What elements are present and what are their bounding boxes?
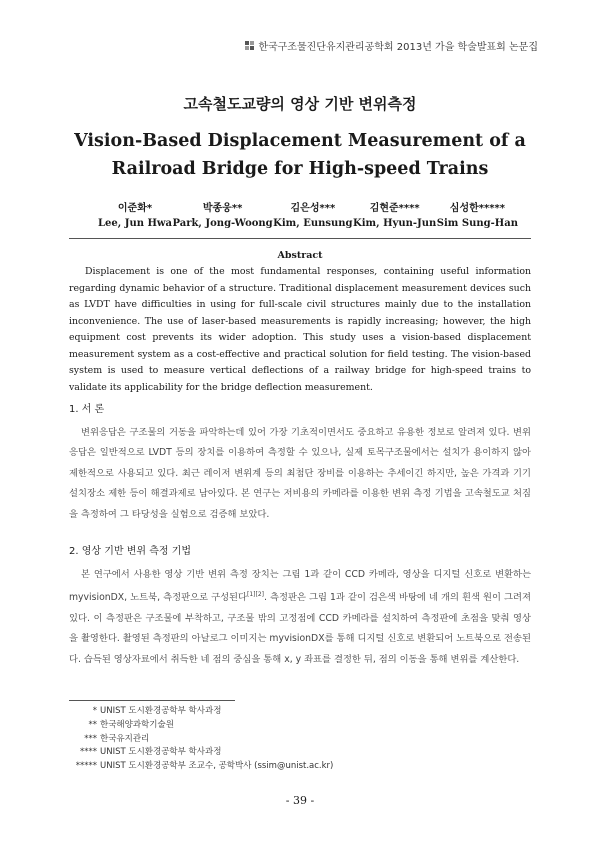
footnote — [69, 733, 531, 747]
footnote-divider — [69, 700, 235, 701]
author-name-english: Kim, Hyun-Jun — [353, 218, 437, 229]
author-name-english: Sim Sung-Han — [436, 218, 518, 229]
author-name-korean: 이준화* — [117, 203, 153, 214]
author — [173, 201, 273, 231]
author-name-english: Kim, Eunsung — [273, 218, 353, 229]
author-name-english: Lee, Jun Hwa — [98, 218, 173, 229]
conference-logo-icon — [245, 41, 254, 50]
author-name-korean: 박종웅** — [202, 203, 243, 214]
footnote-text: 한국유지관리 — [100, 733, 150, 744]
footnote — [69, 719, 531, 733]
author — [437, 201, 518, 231]
footnote-text: 한국해양과학기술원 — [100, 719, 174, 730]
footnote-mark: ***** — [75, 761, 97, 772]
section-body-text: . 측정판은 그림 1과 같이 검은색 바탕에 네 개의 흰색 원이 그려져 있다. 이 측정판은 구조물에 부착하고, 구조물 밖의 고정점에 CCD 카메라를 설치하여 측정판에 초점을 맞춰 영상을 촬영한다. 촬영된 측정판의 아날로그 이미지는 myvisionDX를 통해 디지털 신호로 변환되어 노트북으로 전송된다. 습득된 영상자료에서 취득한 네 점의 중심을 통해 x, y 좌표를 결정한 뒤, 점의 이동을 통해 변위를 계산한다. — [69, 592, 531, 665]
author — [273, 201, 352, 231]
title-korean: 고속철도교량의 영상 기반 변위측정 — [183, 95, 417, 113]
footnote-mark: **** — [80, 747, 97, 758]
running-header — [245, 38, 538, 53]
section-heading: 2. 영상 기반 변위 측정 기법 — [69, 546, 192, 557]
author-name-korean: 김은성*** — [290, 203, 336, 214]
abstract-body: Displacement is one of the most fundamental responses, containing useful information regarding dynamic behavior of a structure. Traditional displacement measurement devices such as LVDT have difficulties in using for full-scale civil structures mainly due to the installation inconvenience. The use of laser-based measurements is rapidly increasing; however, the high equipment cost prevents its wider adoption. This study uses a vision-based displacement measurement system as a cost-effective and practical solution for field testing. The vision-based system is used to measure vertical deflections of a railway bridge for high-speed trains to validate its applicability for the bridge deflection measurement. — [69, 266, 531, 393]
section-introduction — [69, 400, 531, 525]
footnote — [69, 705, 531, 719]
header-text: 한국구조물진단유지관리공학회 2013년 가을 학술발표회 논문집 — [258, 42, 538, 53]
footnote-text: UNIST 도시환경공학부 학사과정 — [100, 706, 222, 716]
author-name-english: Park, Jong-Woong — [172, 218, 273, 229]
section-body-text: 본 연구에서 사용한 영상 기반 변위 측정 장치는 그림 1과 같이 CCD 카메라, 영상을 디지털 신호로 변환하는 myvisionDX, 노트북, 측정판으로 구성된다 — [69, 569, 531, 604]
footnote-mark: ** — [88, 719, 97, 730]
footnote-list — [69, 705, 531, 774]
abstract-heading: Abstract — [277, 250, 323, 261]
author — [353, 201, 436, 231]
title-divider — [69, 238, 531, 239]
author-list — [98, 201, 518, 231]
section-body: 변위응답은 구조물의 거동을 파악하는데 있어 가장 기초적이면서도 중요하고 유용한 정보로 알려져 있다. 변위응답은 일반적으로 LVDT 등의 장치를 이용하여 측정할 수 있으나, 실제 토목구조물에서는 설치가 용이하지 않아 제한적으로 사용되고 있다. 최근 레이저 변위계 등의 최첨단 장비를 이용하는 추세이긴 하지만, 높은 가격과 기기 설치장소 제한 등이 해결과제로 남아있다. 본 연구는 저비용의 카메라를 이용한 변위 측정 기법을 고속철도교 처짐을 측정하여 그 타당성을 실험으로 검증해 보았다. — [69, 427, 531, 520]
author-name-korean: 김현준**** — [369, 203, 420, 214]
footnote-text: UNIST 도시환경공학부 조교수, 공학박사 (ssim@unist.ac.kr) — [100, 761, 334, 772]
section-method — [69, 542, 531, 670]
footnote — [69, 760, 531, 774]
author — [98, 201, 172, 231]
footnote-mark: *** — [84, 733, 97, 744]
section-body — [69, 565, 531, 670]
footnote-mark: * — [92, 706, 97, 716]
footnote — [69, 746, 531, 760]
citation-reference: [1][2] — [247, 591, 265, 599]
author-name-korean: 심성한***** — [449, 203, 505, 214]
section-heading: 1. 서 론 — [69, 404, 105, 415]
page-number: - 39 - — [285, 794, 315, 807]
title-english: Vision-Based Displacement Measurement of a Railroad Bridge for High-speed Trains — [74, 131, 526, 179]
footnote-text: UNIST 도시환경공학부 학사과정 — [100, 747, 222, 758]
